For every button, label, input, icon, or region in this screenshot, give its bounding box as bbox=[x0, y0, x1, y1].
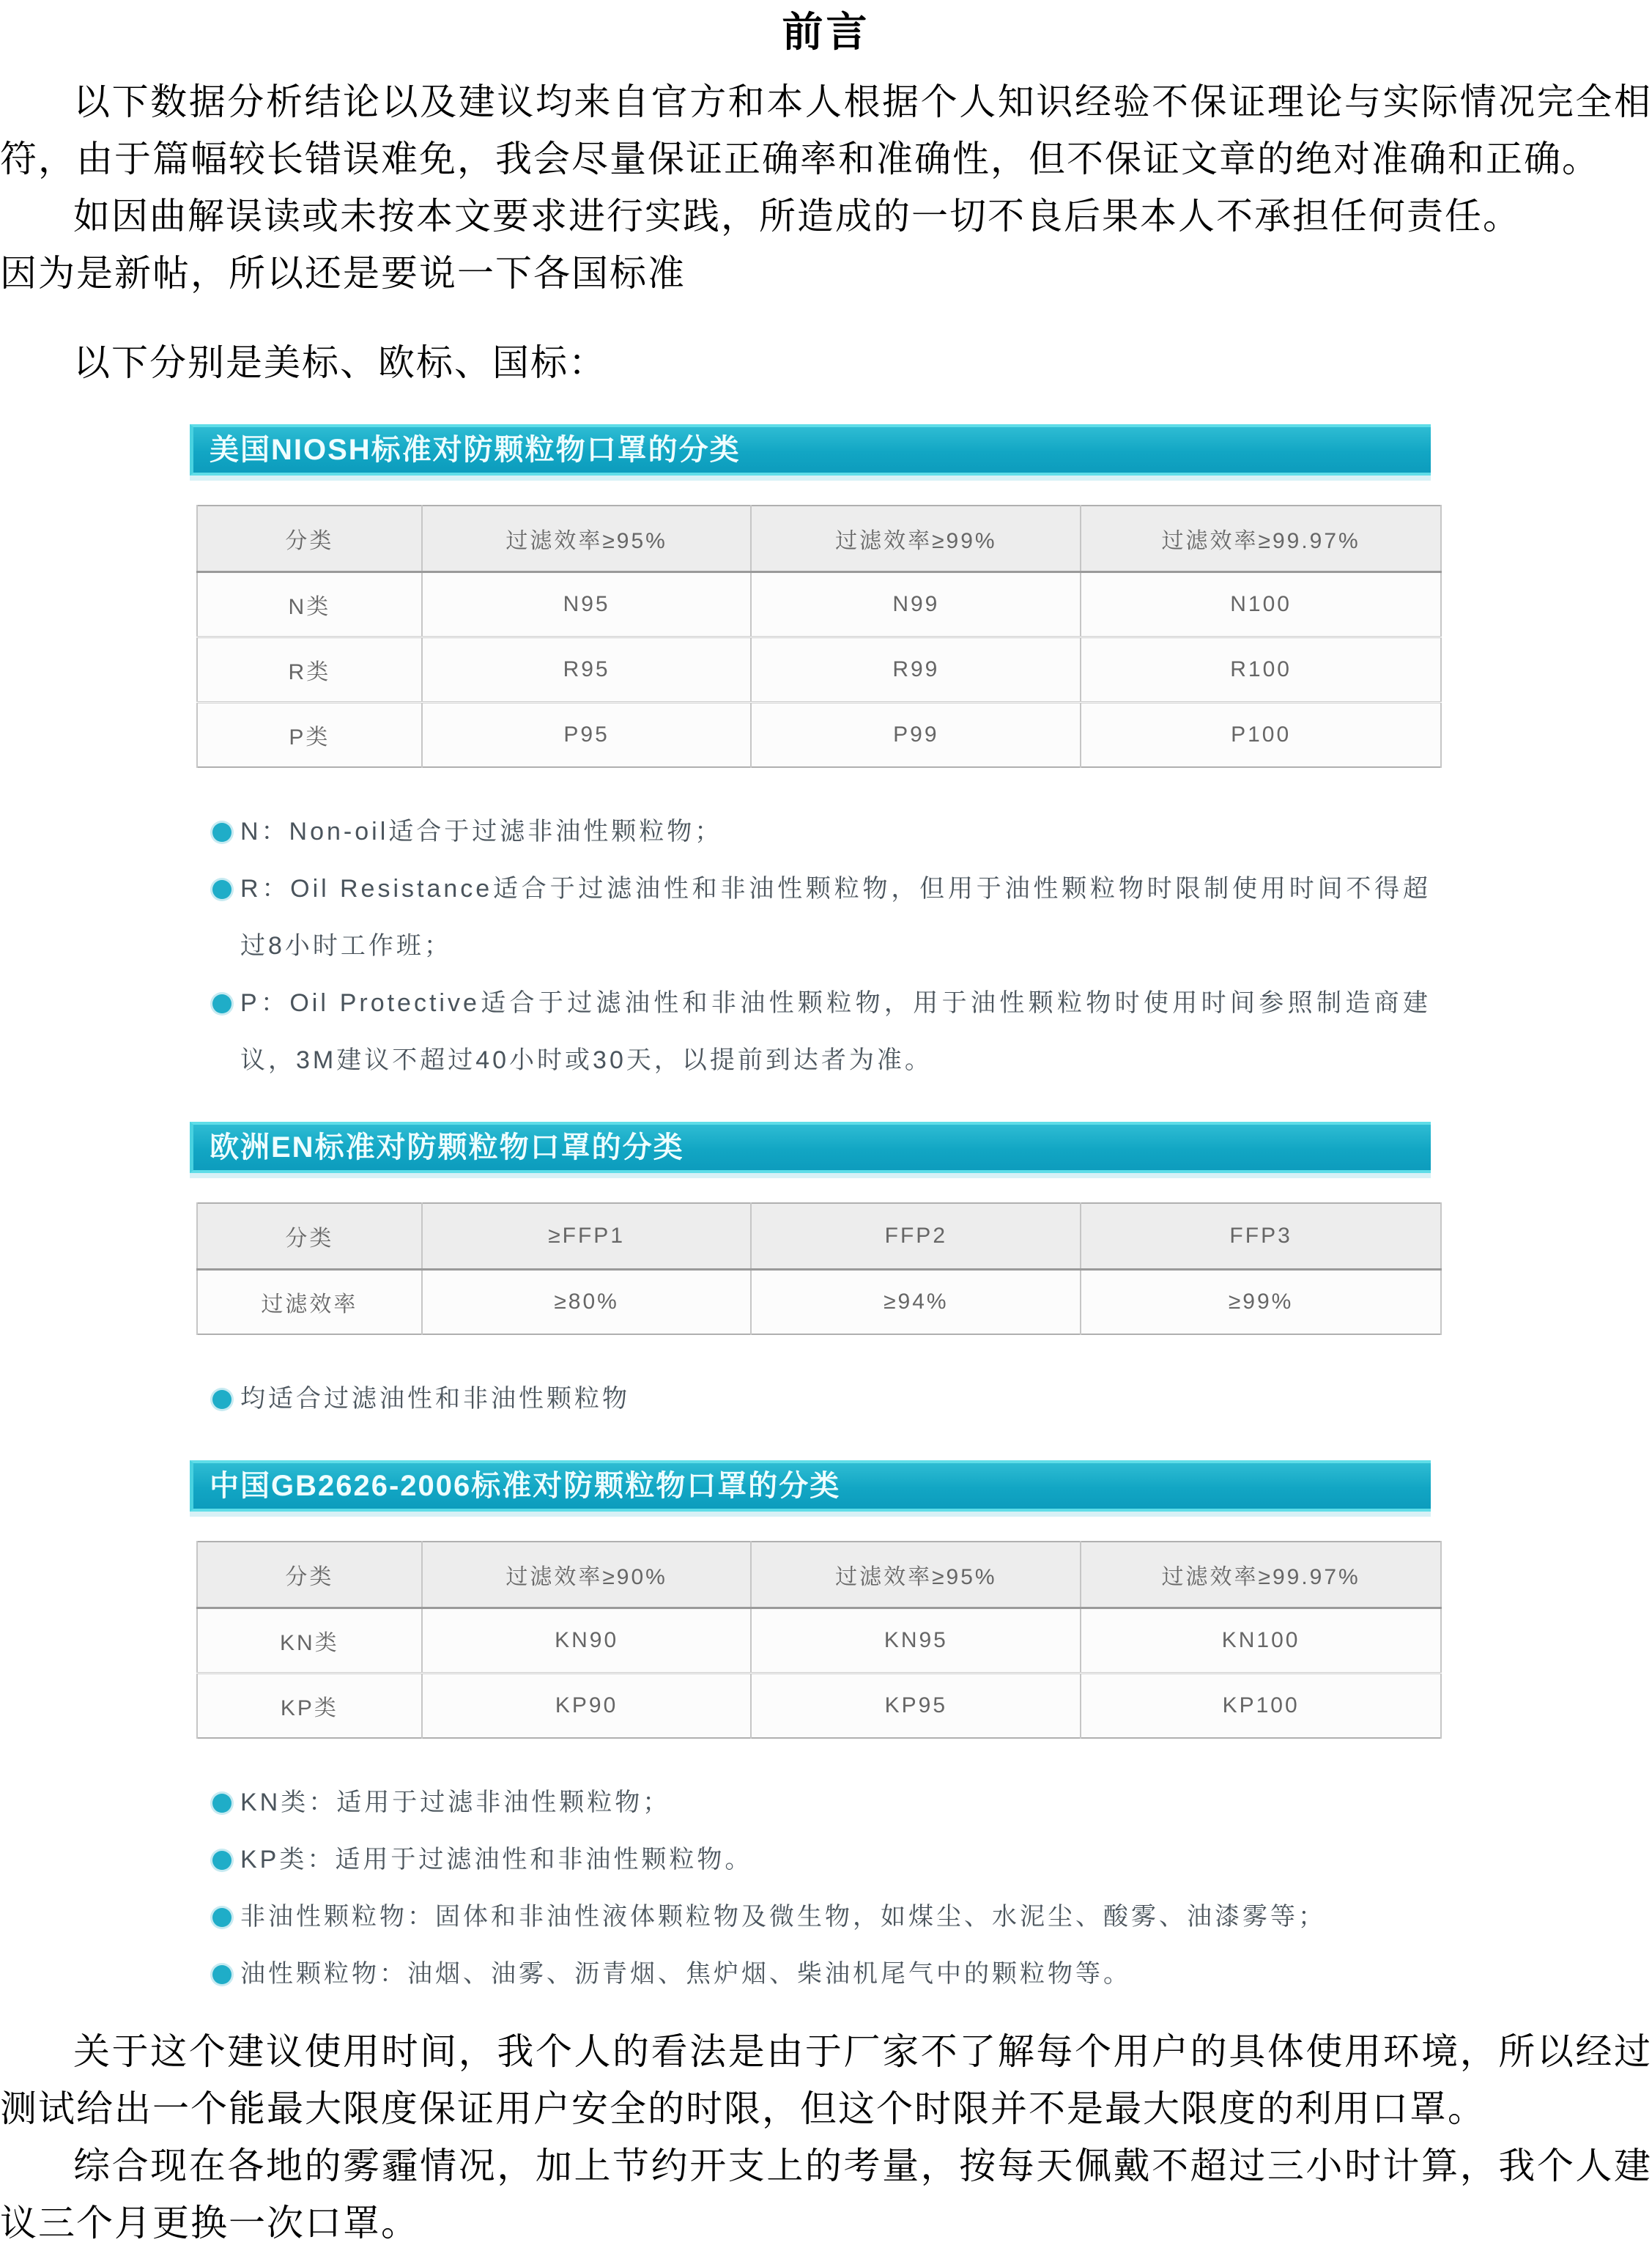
closing-paragraphs bbox=[0, 2023, 1652, 2252]
bullet-text: N：Non-oil适合于过滤非油性颗粒物； bbox=[240, 818, 723, 846]
table-cell: KP100 bbox=[1081, 1673, 1441, 1739]
paragraph: 以下数据分析结论以及建议均来自官方和本人根据个人知识经验不保证理论与实际情况完全相符，由于篇幅较长错误难免，我会尽量保证正确率和准确性，但不保证文章的绝对准确和正确。 bbox=[0, 81, 1652, 180]
bullet-text: 均适合过滤油性和非油性颗粒物 bbox=[240, 1385, 630, 1413]
table-body bbox=[197, 572, 1441, 768]
bullet-list bbox=[190, 803, 1431, 1089]
table-cell: KN类 bbox=[197, 1608, 422, 1673]
bullet-text: R：Oil Resistance适合于过滤油性和非油性颗粒物，但用于油性颗粒物时限制使用时间不得超过8小时工作班； bbox=[240, 875, 1431, 960]
column-header: 分类 bbox=[197, 1542, 422, 1608]
paragraph: 因为是新帖，所以还是要说一下各国标准 bbox=[0, 253, 686, 294]
column-header: 分类 bbox=[197, 506, 422, 572]
column-header: 过滤效率≥95% bbox=[422, 506, 752, 572]
section-header-bar bbox=[190, 1122, 1431, 1173]
table-cell: N类 bbox=[197, 572, 422, 637]
column-header: 分类 bbox=[197, 1203, 422, 1270]
column-header: 过滤效率≥95% bbox=[751, 1542, 1081, 1608]
standard-section bbox=[190, 1122, 1431, 1427]
bullet-dot-icon bbox=[212, 994, 231, 1013]
table-row bbox=[197, 1673, 1441, 1739]
bullet-item bbox=[190, 860, 1431, 974]
table-row bbox=[197, 637, 1441, 703]
standard-section bbox=[190, 424, 1431, 1089]
table-cell: KN90 bbox=[422, 1608, 752, 1673]
bullet-item bbox=[190, 1945, 1431, 2002]
bullet-dot-icon bbox=[212, 880, 231, 899]
column-header: 过滤效率≥99.97% bbox=[1081, 1542, 1441, 1608]
bullet-text: KP类：适用于过滤油性和非油性颗粒物。 bbox=[240, 1846, 753, 1874]
section-header-bar bbox=[190, 424, 1431, 476]
table-cell: KP90 bbox=[422, 1673, 752, 1739]
bullet-dot-icon bbox=[212, 1794, 231, 1813]
bullet-item bbox=[190, 1370, 1431, 1427]
table-head bbox=[197, 506, 1441, 572]
table-cell: ≥99% bbox=[1081, 1270, 1441, 1335]
table-header-row bbox=[197, 506, 1441, 572]
table-cell: ≥94% bbox=[751, 1270, 1081, 1335]
paragraph: 如因曲解误读或未按本文要求进行实践，所造成的一切不良后果本人不承担任何责任。 bbox=[73, 196, 1521, 237]
bullet-dot-icon bbox=[212, 823, 231, 842]
bullet-text: P：Oil Protective适合于过滤油性和非油性颗粒物，用于油性颗粒物时使用时间参照制造商建议，3M建议不超过40小时或30天，以提前到达者为准。 bbox=[240, 989, 1431, 1074]
bullet-dot-icon bbox=[212, 1908, 231, 1927]
column-header: 过滤效率≥90% bbox=[422, 1542, 752, 1608]
section-bar-title: 中国GB2626-2006标准对防颗粒物口罩的分类 bbox=[210, 1470, 841, 1502]
paragraph: 关于这个建议使用时间，我个人的看法是由于厂家不了解每个用户的具体使用环境，所以经过测试给出一个能最大限度保证用户安全的时限，但这个时限并不是最大限度的利用口罩。 bbox=[0, 2031, 1652, 2129]
table-row bbox=[197, 1608, 1441, 1673]
table-cell: N100 bbox=[1081, 572, 1441, 637]
classification-table bbox=[196, 1541, 1442, 1739]
section-bar-title: 欧洲EN标准对防颗粒物口罩的分类 bbox=[210, 1131, 684, 1164]
bullet-list bbox=[190, 1370, 1431, 1427]
standards-sections bbox=[0, 424, 1652, 2002]
table-cell: KP类 bbox=[197, 1673, 422, 1739]
bullet-dot-icon bbox=[212, 1390, 231, 1409]
section-header-bar bbox=[190, 1460, 1431, 1512]
table-cell: N95 bbox=[422, 572, 752, 637]
bullet-item bbox=[190, 803, 1431, 860]
classification-table bbox=[196, 1202, 1442, 1335]
bullet-item bbox=[190, 1774, 1431, 1831]
table-cell: P95 bbox=[422, 703, 752, 768]
intro-paragraphs bbox=[0, 73, 1652, 391]
table-head bbox=[197, 1542, 1441, 1608]
table-header-row bbox=[197, 1203, 1441, 1270]
table-cell: R类 bbox=[197, 637, 422, 703]
column-header: ≥FFP1 bbox=[422, 1203, 752, 1270]
table-body bbox=[197, 1608, 1441, 1739]
table-cell: P100 bbox=[1081, 703, 1441, 768]
table-cell: R99 bbox=[751, 637, 1081, 703]
table-cell: 过滤效率 bbox=[197, 1270, 422, 1335]
bullet-text: KN类：适用于过滤非油性颗粒物； bbox=[240, 1789, 671, 1816]
column-header: FFP2 bbox=[751, 1203, 1081, 1270]
bullet-item bbox=[190, 1888, 1431, 1945]
table-row bbox=[197, 703, 1441, 768]
bullet-text: 油性颗粒物：油烟、油雾、沥青烟、焦炉烟、柴油机尾气中的颗粒物等。 bbox=[240, 1960, 1131, 1988]
table-cell: KP95 bbox=[751, 1673, 1081, 1739]
table-row bbox=[197, 1270, 1441, 1335]
bullet-list bbox=[190, 1774, 1431, 2002]
table-row bbox=[197, 572, 1441, 637]
table-body bbox=[197, 1270, 1441, 1335]
page-title: 前言 bbox=[782, 10, 870, 56]
table-cell: R95 bbox=[422, 637, 752, 703]
section-bar-title: 美国NIOSH标准对防颗粒物口罩的分类 bbox=[210, 434, 741, 466]
bullet-item bbox=[190, 974, 1431, 1089]
bullet-dot-icon bbox=[212, 1965, 231, 1984]
bullet-text: 非油性颗粒物：固体和非油性液体颗粒物及微生物，如煤尘、水泥尘、酸雾、油漆雾等； bbox=[240, 1903, 1326, 1931]
table-cell: P类 bbox=[197, 703, 422, 768]
paragraph: 以下分别是美标、欧标、国标： bbox=[73, 342, 607, 383]
table-cell: R100 bbox=[1081, 637, 1441, 703]
column-header: 过滤效率≥99.97% bbox=[1081, 506, 1441, 572]
bullet-dot-icon bbox=[212, 1851, 231, 1870]
table-cell: KN100 bbox=[1081, 1608, 1441, 1673]
table-cell: KN95 bbox=[751, 1608, 1081, 1673]
table-header-row bbox=[197, 1542, 1441, 1608]
classification-table bbox=[196, 505, 1442, 768]
paragraph: 综合现在各地的雾霾情况，加上节约开支上的考量，按每天佩戴不超过三小时计算，我个人建议三个月更换一次口罩。 bbox=[0, 2145, 1652, 2244]
table-head bbox=[197, 1203, 1441, 1270]
column-header: FFP3 bbox=[1081, 1203, 1441, 1270]
bullet-item bbox=[190, 1831, 1431, 1888]
column-header: 过滤效率≥99% bbox=[751, 506, 1081, 572]
standard-section bbox=[190, 1460, 1431, 2002]
table-cell: P99 bbox=[751, 703, 1081, 768]
table-cell: ≥80% bbox=[422, 1270, 752, 1335]
table-cell: N99 bbox=[751, 572, 1081, 637]
